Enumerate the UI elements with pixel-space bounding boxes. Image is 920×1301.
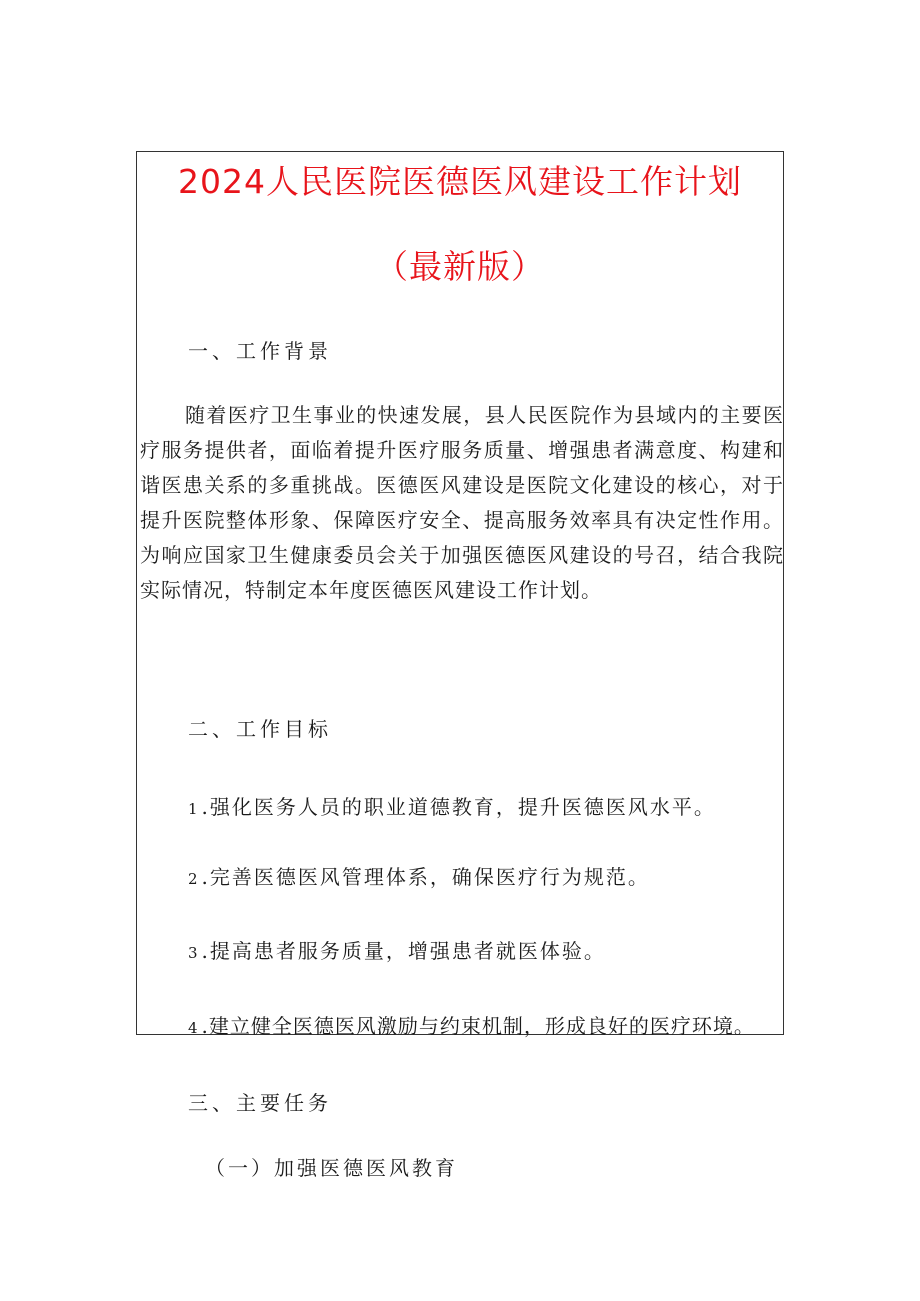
goal-item <box>188 1010 755 1039</box>
goal-text: .强化医务人员的职业道德教育，提升医德医风水平。 <box>201 795 716 819</box>
goal-number: 3 <box>188 944 198 962</box>
goal-text: .完善医德医风管理体系，确保医疗行为规范。 <box>201 865 650 889</box>
goal-text: .提高患者服务质量，增强患者就医体验。 <box>201 939 606 963</box>
goal-number: 4 <box>188 1019 198 1037</box>
goal-number: 2 <box>188 870 198 888</box>
background-paragraph: 随着医疗卫生事业的快速发展，县人民医院作为县域内的主要医疗服务提供者，面临着提升医疗服务质量、增强患者满意度、构建和谐医患关系的多重挑战。医德医风建设是医院文化建设的核心，对于提升医院整体形象、保障医疗安全、提高服务效率具有决定性作用。为响应国家卫生健康委员会关于加强医德医风建设的号召，结合我院实际情况，特制定本年度医德医风建设工作计划。 <box>140 403 784 602</box>
goal-item <box>188 791 716 820</box>
document-title: 2024人民医院医德医风建设工作计划 <box>178 162 742 201</box>
goal-text: .建立健全医德医风激励与约束机制，形成良好的医疗环境。 <box>201 1014 755 1038</box>
section-heading-goals: 二、工作目标 <box>188 717 332 741</box>
goal-number: 1 <box>188 800 198 818</box>
goal-item <box>188 935 606 964</box>
goal-item <box>188 861 650 890</box>
subsection-heading-education: （一）加强医德医风教育 <box>205 1156 458 1180</box>
document-subtitle: （最新版） <box>375 247 545 286</box>
section-heading-tasks: 三、主要任务 <box>188 1091 332 1115</box>
section-heading-background: 一、工作背景 <box>188 339 332 363</box>
